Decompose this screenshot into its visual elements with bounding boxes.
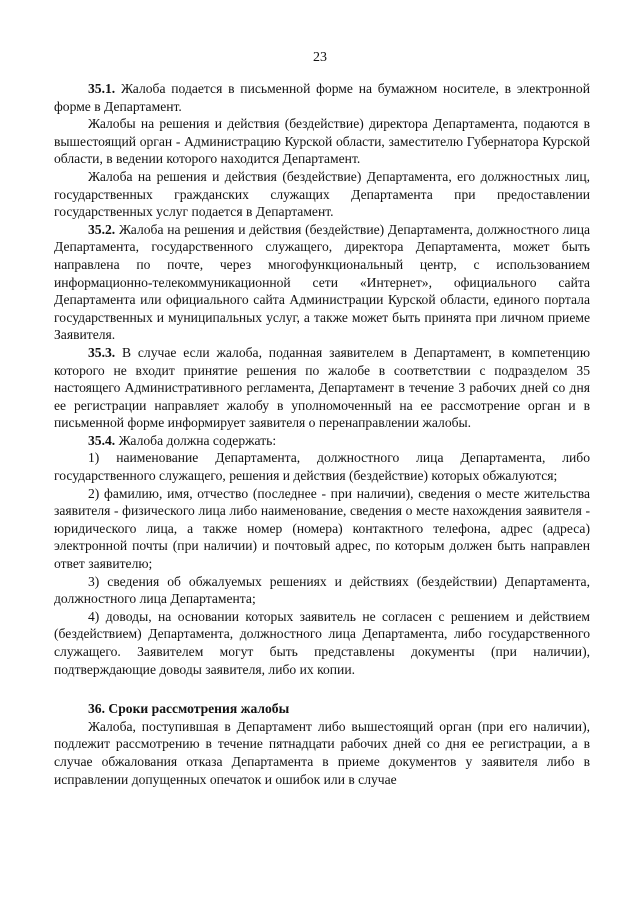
paragraph-35-4 (54, 432, 590, 450)
paragraph-text: 2) фамилию, имя, отчество (последнее - при наличии), сведения о месте жительства заявителя - физического лица либо наименование, сведения о месте нахождения заявителя - юридического лица, а также номер (номера) контактного телефона, адрес (адреса) электронной почты (при наличии) и почтовый адрес, по которым должен быть направлен ответ заявителю; (54, 485, 590, 572)
paragraph-department-complaints (54, 168, 590, 221)
paragraph-35-1 (54, 80, 590, 115)
paragraph-text: 4) доводы, на основании которых заявитель не согласен с решением и действием (бездействием) Департамента, должностного лица Департамента, либо государственного служащего. Заявителем могут быть представлены документы (при наличии), подтверждающие доводы заявителя, либо их копии. (54, 608, 590, 677)
section-heading: 36. Сроки рассмотрения жалобы (88, 701, 290, 717)
page-number: 23 (313, 50, 327, 65)
clause-number: 35.3. (88, 344, 116, 360)
clause-number: 35.4. (88, 432, 116, 448)
paragraph-text: Жалоба, поступившая в Департамент либо вышестоящий орган (при его наличии), подлежит рассмотрению в течение пятнадцати рабочих дней со дня ее регистрации, а в случае обжалования отказа Департамента в приеме документов у заявителя либо в исправлении допущенных опечаток и ошибок или в случае (54, 718, 590, 787)
paragraph-text: В случае если жалоба, поданная заявителем в Департамент, в компетенцию которого не входит принятие решения по жалобе в соответствии с подразделом 35 настоящего Административного регламента, Департамент в течение 3 рабочих дней со дня ее регистрации направляет жалобу в уполномоченный на ее рассмотрение орган и в письменной форме информирует заявителя о перенаправлении жалобы. (54, 344, 590, 431)
clause-number: 35.2. (88, 221, 116, 237)
paragraph-text: Жалоба на решения и действия (бездействие) Департамента, должностного лица Департамента, государственного служащего, директора Департамента, может быть направлена по почте, через многофункциональный центр, с использованием информационно-телекоммуникационной сети «Интернет», официального сайта Департамента или официального сайта Администрации Курской области, единого портала государственных и муниципальных услуг, а также может быть принята при личном приеме Заявителя. (54, 221, 590, 343)
section-36-paragraph (54, 718, 590, 788)
list-item-2 (54, 485, 590, 573)
paragraph-35-2 (54, 221, 590, 344)
paragraph-text: 1) наименование Департамента, должностного лица Департамента, либо государственного служащего, решения и действия (бездействие) которых обжалуются; (54, 450, 590, 484)
list-item-1 (54, 449, 590, 484)
paragraph-text: Жалоба должна содержать: (118, 432, 277, 448)
paragraph-35-3 (54, 344, 590, 432)
paragraph-director-complaints (54, 115, 590, 168)
document-body (54, 80, 590, 788)
paragraph-text: Жалоба на решения и действия (бездействие) Департамента, его должностных лиц, государственных гражданских служащих Департамента при предоставлении государственных услуг подается в Департамент. (54, 168, 590, 220)
paragraph-text: Жалоба подается в письменной форме на бумажном носителе, в электронной форме в Департамент. (54, 81, 590, 114)
clause-number: 35.1. (88, 81, 116, 96)
list-item-4 (54, 608, 590, 678)
paragraph-text: 3) сведения об обжалуемых решениях и действиях (бездействии) Департамента, должностного лица Департамента; (54, 573, 590, 607)
list-item-3 (54, 573, 590, 608)
paragraph-text: Жалобы на решения и действия (бездействие) директора Департамента, подаются в вышестоящий орган - Администрацию Курской области, заместителю Губернатора Курской области, в ведении которого находится Департамент. (54, 116, 590, 167)
